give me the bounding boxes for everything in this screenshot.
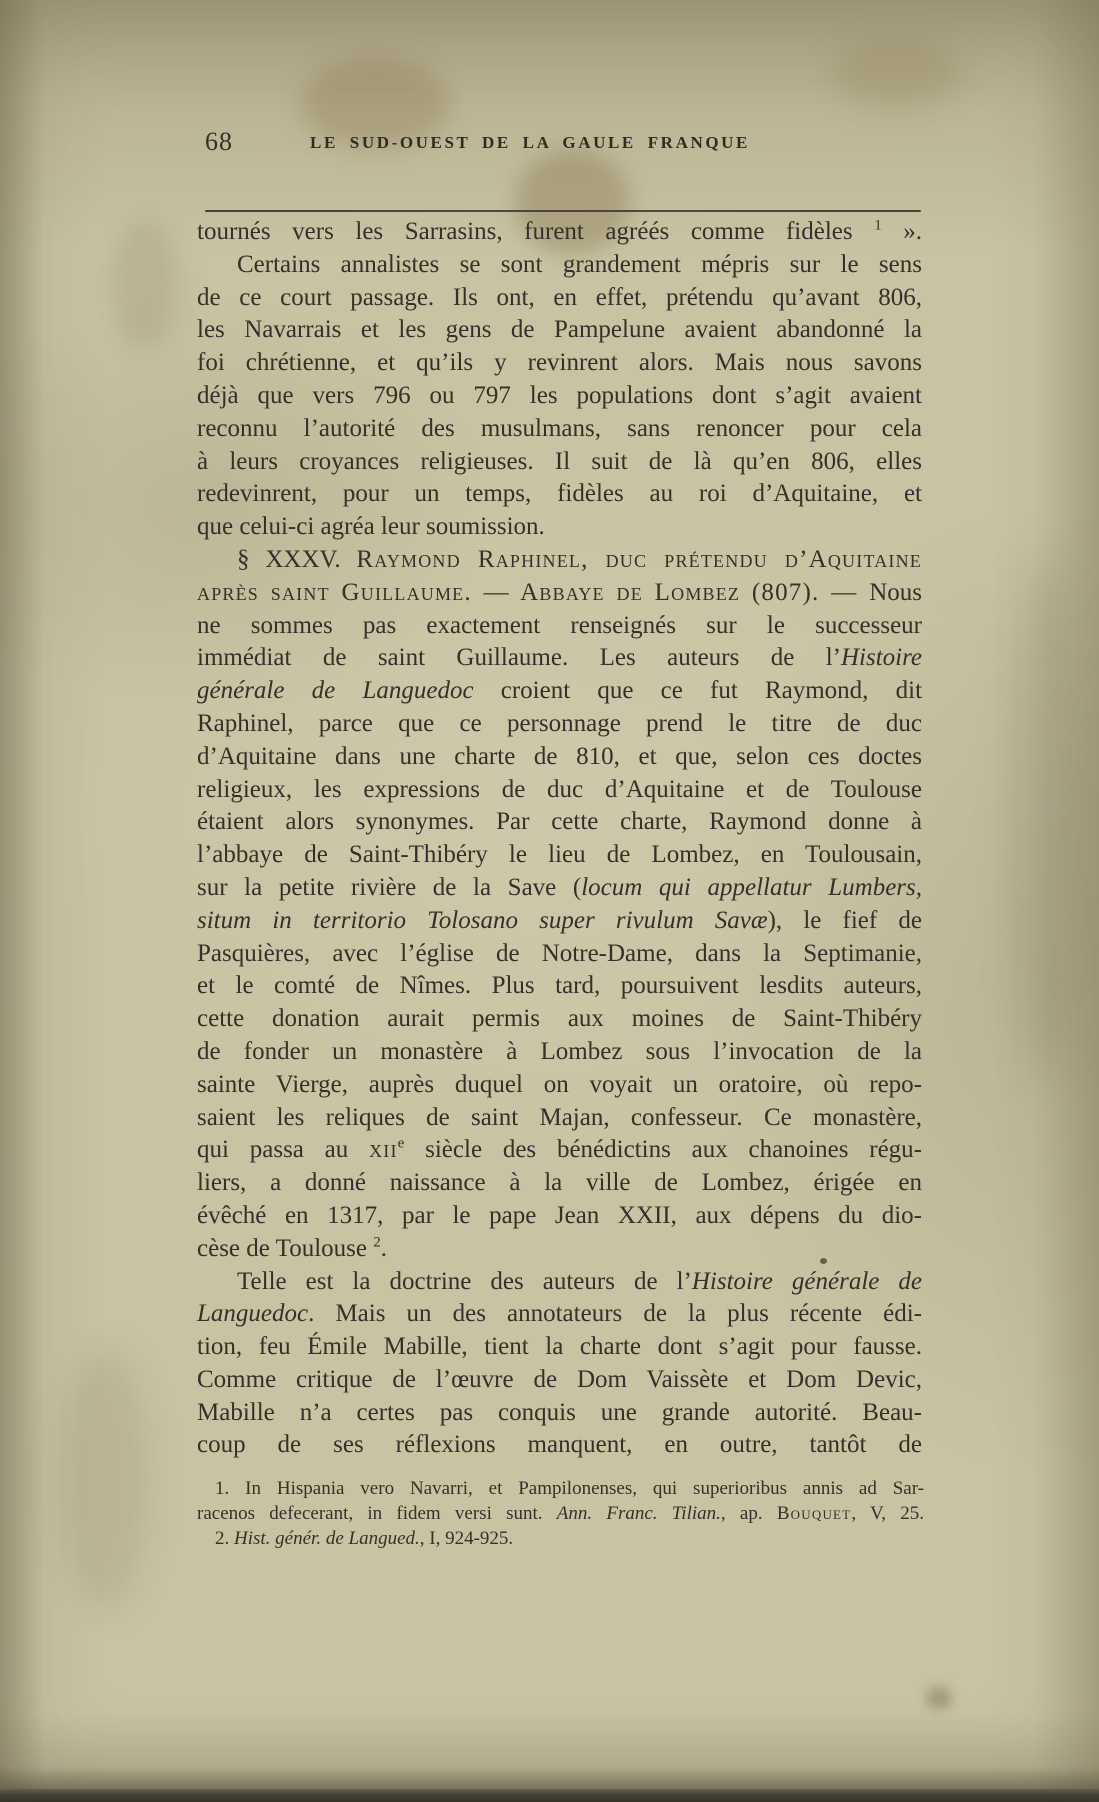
text-line [197, 675, 922, 708]
text-line [197, 642, 922, 675]
text-line [197, 1331, 922, 1364]
text-line [197, 380, 922, 413]
text-segment: Hist. génér. de Langued. [234, 1528, 420, 1549]
text-segment: immédiat de saint Guillaume. Les auteurs de l’ [197, 644, 841, 672]
paper-stain [926, 1686, 952, 1710]
text-line [197, 1397, 922, 1430]
text-line [197, 1102, 922, 1135]
text-line [197, 970, 922, 1003]
text-line [197, 478, 922, 511]
text-line [197, 774, 922, 807]
text-segment: sainte Vierge, auprès duquel on voyait un oratoire, où repo- [197, 1070, 922, 1098]
text-segment: qui passa au [197, 1136, 370, 1164]
text-line [197, 1069, 922, 1102]
text-segment: reconnu l’autorité des musulmans, sans renoncer pour cela [197, 414, 922, 442]
text-segment: Comme critique de l’œuvre de Dom Vaissète et Dom Devic, [197, 1365, 922, 1393]
text-line [197, 577, 922, 610]
text-line [197, 1233, 922, 1266]
text-segment: situm in territorio Tolosano super rivulum Savæ [197, 906, 768, 934]
text-line [197, 1476, 924, 1501]
text-line [197, 216, 922, 249]
header-rule [205, 210, 921, 212]
text-line [197, 249, 922, 282]
text-line [197, 872, 922, 905]
text-segment: cèse de Toulouse [197, 1234, 374, 1262]
text-segment: § XXXV. [237, 545, 357, 573]
text-segment: Histoire générale de [691, 1267, 922, 1295]
text-segment: l’abbaye de Saint-Thibéry le lieu de Lombez, en Toulousain, [197, 841, 922, 869]
text-line [197, 413, 922, 446]
text-line [197, 1036, 922, 1069]
text-segment: tournés vers les Sarrasins, furent agréés comme fidèles [197, 218, 875, 245]
text-segment: après saint Guillaume. — Abbaye de Lombez (807). — [197, 578, 870, 606]
text-line [197, 1526, 924, 1551]
running-title: LE SUD-OUEST DE LA GAULE FRANQUE [310, 133, 750, 152]
text-line [197, 1266, 922, 1299]
text-line [197, 1167, 922, 1200]
ink-dot [820, 1258, 827, 1264]
text-segment: , I, 924-925. [419, 1528, 514, 1549]
text-segment: Telle est la doctrine des auteurs de l’ [237, 1267, 692, 1295]
text-segment: Raymond Raphinel, duc prétendu d’Aquitaine [356, 545, 922, 573]
text-segment: . [380, 1234, 387, 1262]
text-segment: Pasquières, avec l’église de Notre-Dame, dans la Septimanie, [197, 939, 922, 967]
text-segment: 1. In Hispania vero Navarri, et Pampilonenses, qui superioribus annis ad Sar- [215, 1478, 924, 1499]
text-line [197, 1501, 924, 1526]
text-segment: ne sommes pas exactement renseignés sur le successeur [197, 611, 922, 639]
text-segment: e [397, 1135, 405, 1152]
text-segment: redevinrent, pour un temps, fidèles au roi d’Aquitaine, et [197, 480, 922, 508]
text-line [197, 741, 922, 774]
text-segment: les Navarrais et les gens de Pampelune avaient abandonné la [197, 316, 922, 344]
text-segment: 2 [373, 1234, 381, 1251]
scan-bottom-edge [0, 1789, 1099, 1802]
text-line [197, 1298, 922, 1331]
text-segment: religieux, les expressions de duc d’Aquitaine et de Toulouse [197, 775, 922, 803]
text-line [197, 938, 922, 971]
text-segment: . Mais un des annotateurs de la plus récente édi- [308, 1300, 922, 1328]
text-segment: racenos defecerant, in fidem versi sunt. [197, 1503, 557, 1524]
text-segment: étaient alors synonymes. Par cette charte, Raymond donne à [197, 808, 922, 836]
text-line [197, 1429, 922, 1462]
paper-stain [1010, 560, 1080, 1080]
text-segment: locum qui appellatur Lumbers, [581, 873, 923, 901]
text-line [197, 347, 922, 380]
text-segment: 1 [874, 217, 882, 234]
text-segment: foi chrétienne, et qu’ils y revinrent alors. Mais nous savons [197, 349, 922, 377]
text-line [197, 806, 922, 839]
text-segment: saient les reliques de saint Majan, confesseur. Ce monastère, [197, 1103, 922, 1131]
text-segment: liers, a donné naissance à la ville de Lombez, érigée en [197, 1169, 922, 1197]
text-segment: Bouquet [776, 1503, 852, 1524]
footnotes [197, 1476, 924, 1551]
text-line [197, 708, 922, 741]
text-segment: Nous [869, 578, 922, 606]
text-segment: cette donation aurait permis aux moines de Saint-Thibéry [197, 1005, 922, 1033]
text-segment: Raphinel, parce que ce personnage prend le titre de duc [197, 709, 922, 737]
text-line [197, 511, 922, 544]
text-line [197, 610, 922, 643]
text-segment: 2. [215, 1528, 234, 1549]
text-segment: Languedoc [197, 1300, 309, 1328]
text-segment: , ap. [720, 1503, 777, 1524]
text-line [197, 446, 922, 479]
text-segment: sur la petite rivière de la Save ( [197, 873, 582, 901]
text-segment: de fonder un monastère à Lombez sous l’invocation de la [197, 1037, 922, 1065]
text-segment: Certains annalistes se sont grandement mépris sur le sens [237, 250, 922, 278]
text-line [197, 1364, 922, 1397]
text-line [197, 282, 922, 315]
text-line [197, 905, 922, 938]
body-text [197, 216, 922, 1462]
text-segment: évêché en 1317, par le pape Jean XXII, aux dépens du dio- [197, 1201, 922, 1229]
text-segment: Mabille n’a certes pas conquis une grande autorité. Beau- [197, 1398, 922, 1426]
paper-stain [60, 1350, 150, 1610]
text-line [197, 1134, 922, 1167]
scan-edge-shadow [0, 1767, 1099, 1789]
text-line [197, 1003, 922, 1036]
text-segment: croient que ce fut Raymond, dit [473, 677, 923, 705]
text-segment: que celui-ci agréa leur soumission. [197, 513, 545, 541]
text-segment: générale de Languedoc [197, 677, 474, 705]
text-segment: déjà que vers 796 ou 797 les populations dont s’agit avaient [197, 381, 922, 409]
text-line [197, 1200, 922, 1233]
text-segment: à leurs croyances religieuses. Il suit de là qu’en 806, elles [197, 447, 922, 475]
page-number: 68 [205, 127, 233, 156]
text-segment: xii [369, 1136, 398, 1164]
text-segment: coup de ses réflexions manquent, en outre, tantôt de [197, 1431, 922, 1459]
paper-stain [110, 220, 180, 350]
text-segment: siècle des bénédictins aux chanoines régu- [404, 1136, 922, 1164]
text-segment: tion, feu Émile Mabille, tient la charte dont s’agit pour fausse. [197, 1333, 922, 1361]
text-segment: , V, 25. [851, 1503, 924, 1524]
text-line [197, 839, 922, 872]
text-segment: et le comté de Nîmes. Plus tard, poursuivent lesdits auteurs, [197, 972, 922, 1000]
text-line [197, 314, 922, 347]
text-segment: de ce court passage. Ils ont, en effet, prétendu qu’avant 806, [197, 283, 922, 311]
text-segment: ), le fief de [767, 906, 922, 934]
text-segment: Ann. Franc. Tilian. [556, 1503, 721, 1524]
text-line [197, 544, 922, 577]
text-segment: ». [881, 218, 922, 245]
text-segment: d’Aquitaine dans une charte de 810, et que, selon ces doctes [197, 742, 922, 770]
text-segment: Histoire [840, 644, 922, 672]
paper-stain [830, 40, 960, 110]
